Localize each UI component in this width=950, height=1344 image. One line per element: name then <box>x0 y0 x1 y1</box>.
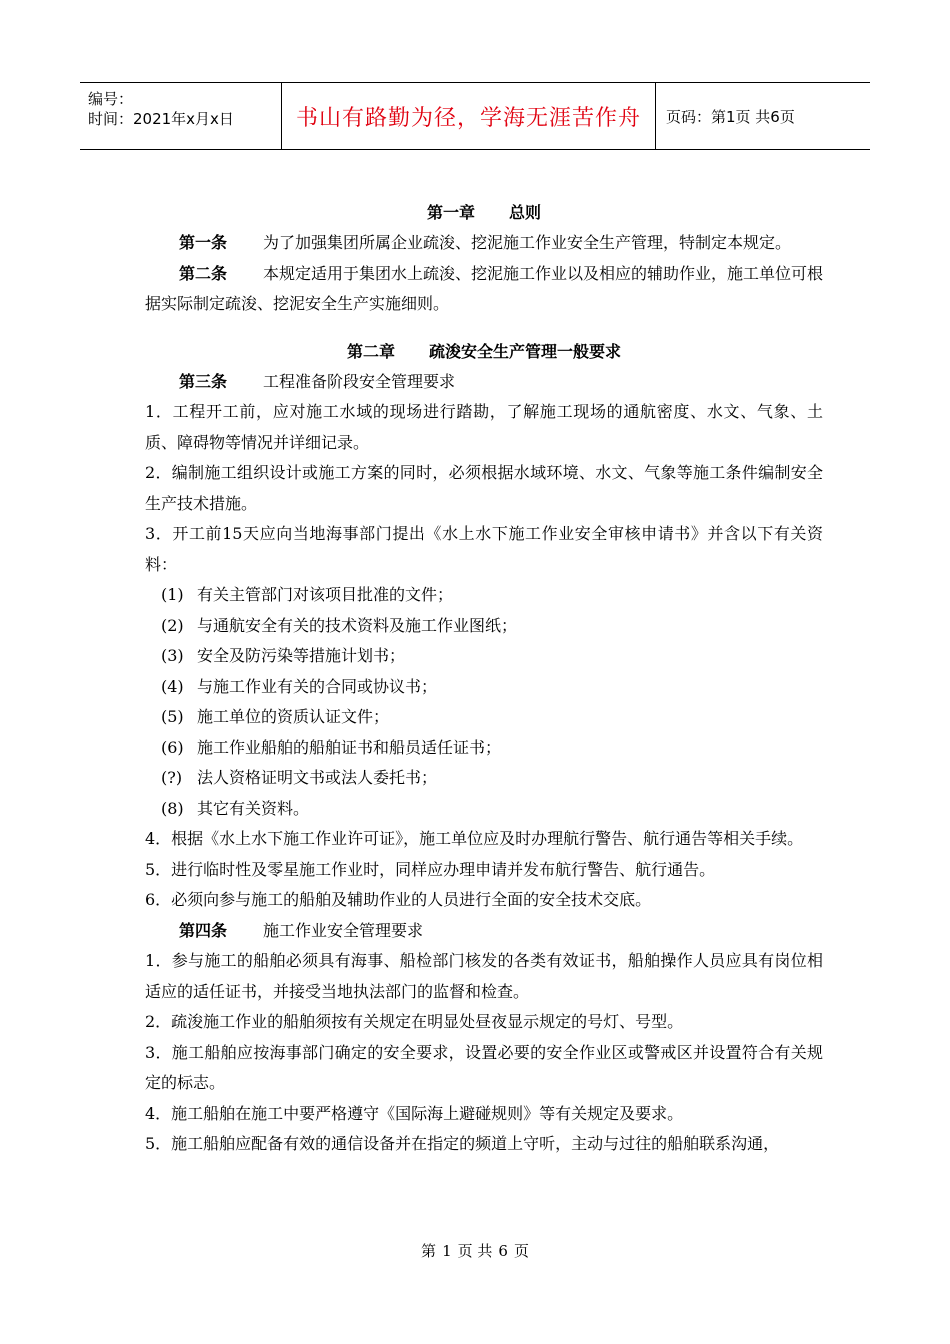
chapter-2-heading <box>145 336 823 367</box>
article-2-text: 本规定适用于集团水上疏浚、挖泥施工作业以及相应的辅助作业，施工单位可根据实际制定疏浚、挖泥安全生产实施细则。 <box>145 263 824 313</box>
list-item: 5．进行临时性及零星施工作业时，同样应办理申请并发布航行警告、航行通告。 <box>145 859 716 879</box>
article-2 <box>145 259 823 320</box>
sub-item <box>145 763 823 794</box>
chapter-2-number: 第二章 <box>346 341 395 361</box>
list-item: 2．编制施工组织设计或施工方案的同时，必须根据水域环境、水文、气象等施工条件编制安全生产技术措施。 <box>145 463 823 513</box>
chapter-2-title: 疏浚安全生产管理一般要求 <box>429 341 622 361</box>
list-item: 5．施工船舶应配备有效的通信设备并在指定的频道上守听，主动与过往的船舶联系沟通， <box>145 1134 780 1153</box>
list-item: 2．疏浚施工作业的船舶须按有关规定在明显处昼夜显示规定的号灯、号型。 <box>145 1012 684 1031</box>
footer-total-pages: 6 <box>498 1242 508 1260</box>
sub-item <box>145 672 823 703</box>
sub-item-number: (1) <box>161 585 184 604</box>
article-1-text: 为了加强集团所属企业疏浚、挖泥施工作业安全生产管理，特制定本规定。 <box>263 233 792 252</box>
sub-item-text: 法人资格证明文书或法人委托书； <box>197 768 438 787</box>
sub-item-text: 施工单位的资质认证文件； <box>197 707 390 726</box>
sub-item <box>145 702 823 733</box>
sub-item <box>145 580 823 611</box>
chapter-1-number: 第一章 <box>426 203 475 222</box>
sub-item <box>145 733 823 764</box>
sub-item-number: (8) <box>161 798 184 818</box>
page-footer <box>0 1240 950 1261</box>
article-1-label: 第一条 <box>179 233 228 252</box>
footer-mid: 页 共 <box>457 1242 493 1260</box>
sub-item-number: (5) <box>161 707 184 726</box>
chapter-1-heading <box>145 197 823 228</box>
article-3-text: 工程准备阶段安全管理要求 <box>263 371 456 391</box>
list-item: 3．施工船舶应按海事部门确定的安全要求，设置必要的安全作业区或警戒区并设置符合有关规定的标志。 <box>145 1042 823 1092</box>
list-item: 4．根据《水上水下施工作业许可证》，施工单位应及时办理航行警告、航行通告等相关手续。 <box>145 829 804 848</box>
article-4 <box>145 916 823 947</box>
page-header <box>80 82 870 150</box>
footer-page-number: 1 <box>442 1242 452 1260</box>
article-3 <box>145 367 823 398</box>
sub-item-text: 与通航安全有关的技术资料及施工作业图纸； <box>197 615 518 635</box>
list-item: 1．参与施工的船舶必须具有海事、船检部门核发的各类有效证书，船舶操作人员应具有岗位相适应的适任证书，并接受当地执法部门的监督和检查。 <box>145 951 823 1001</box>
footer-suffix: 页 <box>513 1242 529 1260</box>
footer-prefix: 第 <box>421 1242 437 1260</box>
article-3-label: 第三条 <box>179 371 228 391</box>
list-item: 1．工程开工前，应对施工水域的现场进行踏勘，了解施工现场的通航密度、水文、气象、土质、障碍物等情况并详细记录。 <box>145 402 823 452</box>
sub-item-text: 安全及防污染等措施计划书； <box>197 646 406 665</box>
sub-item-text: 与施工作业有关的合同或协议书； <box>197 676 438 696</box>
sub-item <box>145 611 823 642</box>
sub-item-number: (3) <box>161 646 184 665</box>
list-item: 4．施工船舶在施工中要严格遵守《国际海上避碰规则》等有关规定及要求。 <box>145 1103 684 1123</box>
sub-item-text: 施工作业船舶的船舶证书和船员适任证书； <box>197 737 502 757</box>
sub-item-text: 有关主管部门对该项目批准的文件； <box>197 585 454 604</box>
header-meta <box>80 83 282 149</box>
time-label: 时间：2021年x月x日 <box>88 110 234 128</box>
article-1 <box>145 228 823 259</box>
sub-item-number: (2) <box>161 615 184 635</box>
sub-item-number: (6) <box>161 737 184 757</box>
sub-item-number: (4) <box>161 676 184 696</box>
article-4-label: 第四条 <box>179 920 228 940</box>
article-4-text: 施工作业安全管理要求 <box>263 920 424 940</box>
header-motto: 书山有路勤为径，学海无涯苦作舟 <box>282 83 656 149</box>
sub-item-text: 其它有关资料。 <box>197 798 310 818</box>
sub-item <box>145 641 823 672</box>
code-label: 编号： <box>88 90 134 108</box>
chapter-1-title: 总则 <box>509 203 542 222</box>
list-item: 3．开工前15天应向当地海事部门提出《水上水下施工作业安全审核申请书》并含以下有关资料： <box>145 524 823 574</box>
document-body <box>145 197 823 1160</box>
header-page-info: 页码：第1页 共6页 <box>666 107 795 126</box>
sub-item <box>145 794 823 825</box>
sub-item-number: (?) <box>161 768 183 787</box>
article-2-label: 第二条 <box>179 263 228 283</box>
list-item: 6．必须向参与施工的船舶及辅助作业的人员进行全面的安全技术交底。 <box>145 890 652 909</box>
